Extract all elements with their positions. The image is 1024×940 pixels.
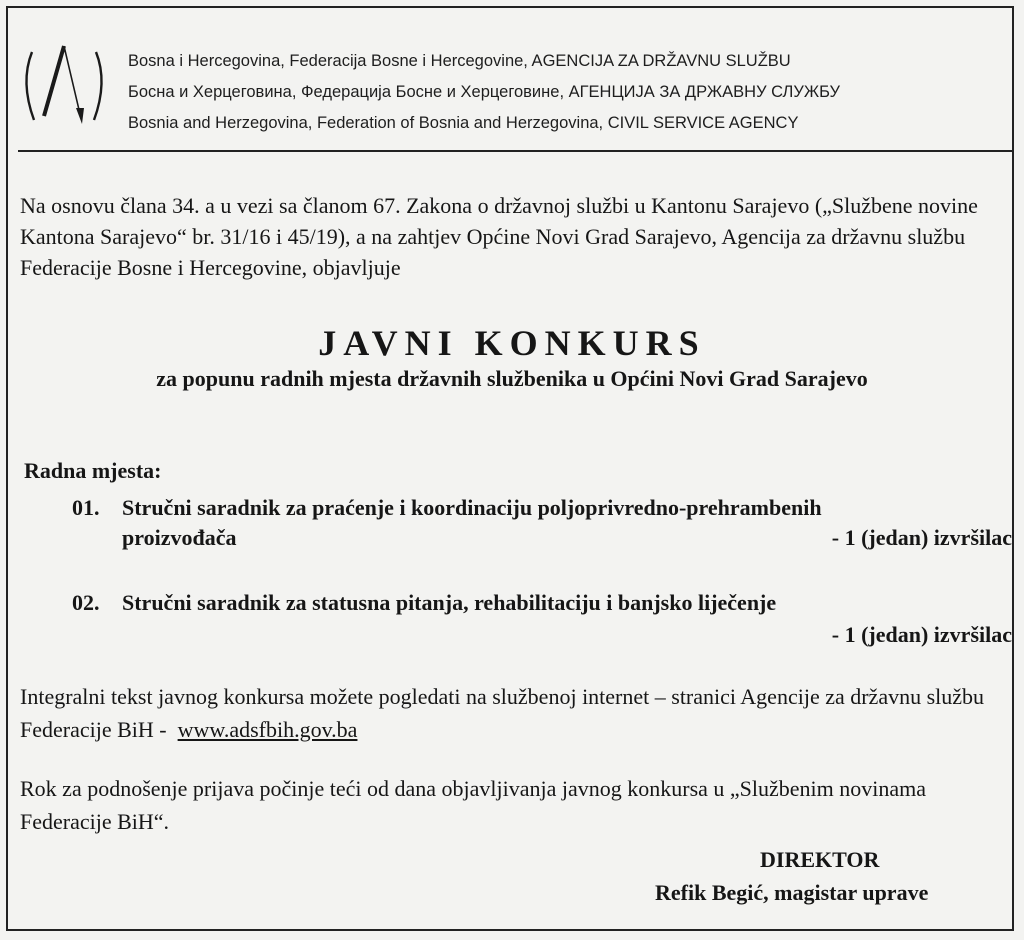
agency-name-bosnian: Bosna i Hercegovina, Federacija Bosne i Hercegovine, AGENCIJA ZA DRŽAVNU SLUŽBU xyxy=(128,52,791,70)
agency-website-link[interactable]: www.adsfbih.gov.ba xyxy=(177,717,358,742)
signature-name: Refik Begić, magistar uprave xyxy=(655,880,929,905)
signature-title: DIREKTOR xyxy=(760,847,880,872)
intro-paragraph: Na osnovu člana 34. a u vezi sa članom 67. Zakona o državnoj službi u Kantonu Sarajevo („Službene novine Kantona Sarajevo“ br. 31/16 i 45/19), a na zahtjev Općine Novi Grad Sarajevo, Agencija za državnu službu Federacije Bosne i Hercegovine, objavljuje xyxy=(20,193,978,280)
agency-name-cyrillic: Босна и Херцеговина, Федерација Босне и Херцеговине, АГЕНЦИЈА ЗА ДРЖАВНУ СЛУЖБУ xyxy=(128,83,840,101)
announcement-subtitle: za popunu radnih mjesta državnih službenika u Općini Novi Grad Sarajevo xyxy=(156,366,868,391)
position-number: 01. xyxy=(72,495,100,520)
position-count: - 1 (jedan) izvršilac xyxy=(831,622,1012,647)
agency-name-english: Bosnia and Herzegovina, Federation of Bosnia and Herzegovina, CIVIL SERVICE AGENCY xyxy=(128,114,799,132)
position-title: Stručni saradnik za praćenje i koordinaciju poljoprivredno-prehrambenih xyxy=(122,495,822,520)
position-number: 02. xyxy=(72,590,100,615)
positions-heading: Radna mjesta: xyxy=(24,458,162,483)
announcement-title: JAVNI KONKURS xyxy=(318,323,706,363)
header-divider xyxy=(18,150,1012,152)
position-title: Stručni saradnik za statusna pitanja, rehabilitaciju i banjsko liječenje xyxy=(122,590,777,615)
agency-logo xyxy=(18,38,110,134)
agency-header xyxy=(18,38,1008,146)
position-title-continued: proizvođača xyxy=(122,525,237,550)
integral-text-paragraph xyxy=(20,680,1015,746)
position-count: - 1 (jedan) izvršilac xyxy=(831,525,1012,550)
deadline-paragraph: Rok za podnošenje prijava počinje teći od dana objavljivanja javnog konkursa u „Službenim novinama Federacije BiH“. xyxy=(20,776,927,834)
integral-text: Integralni tekst javnog konkursa možete pogledati na službenoj internet – stranici Agencije za državnu službu Federacije BiH - xyxy=(20,684,985,742)
